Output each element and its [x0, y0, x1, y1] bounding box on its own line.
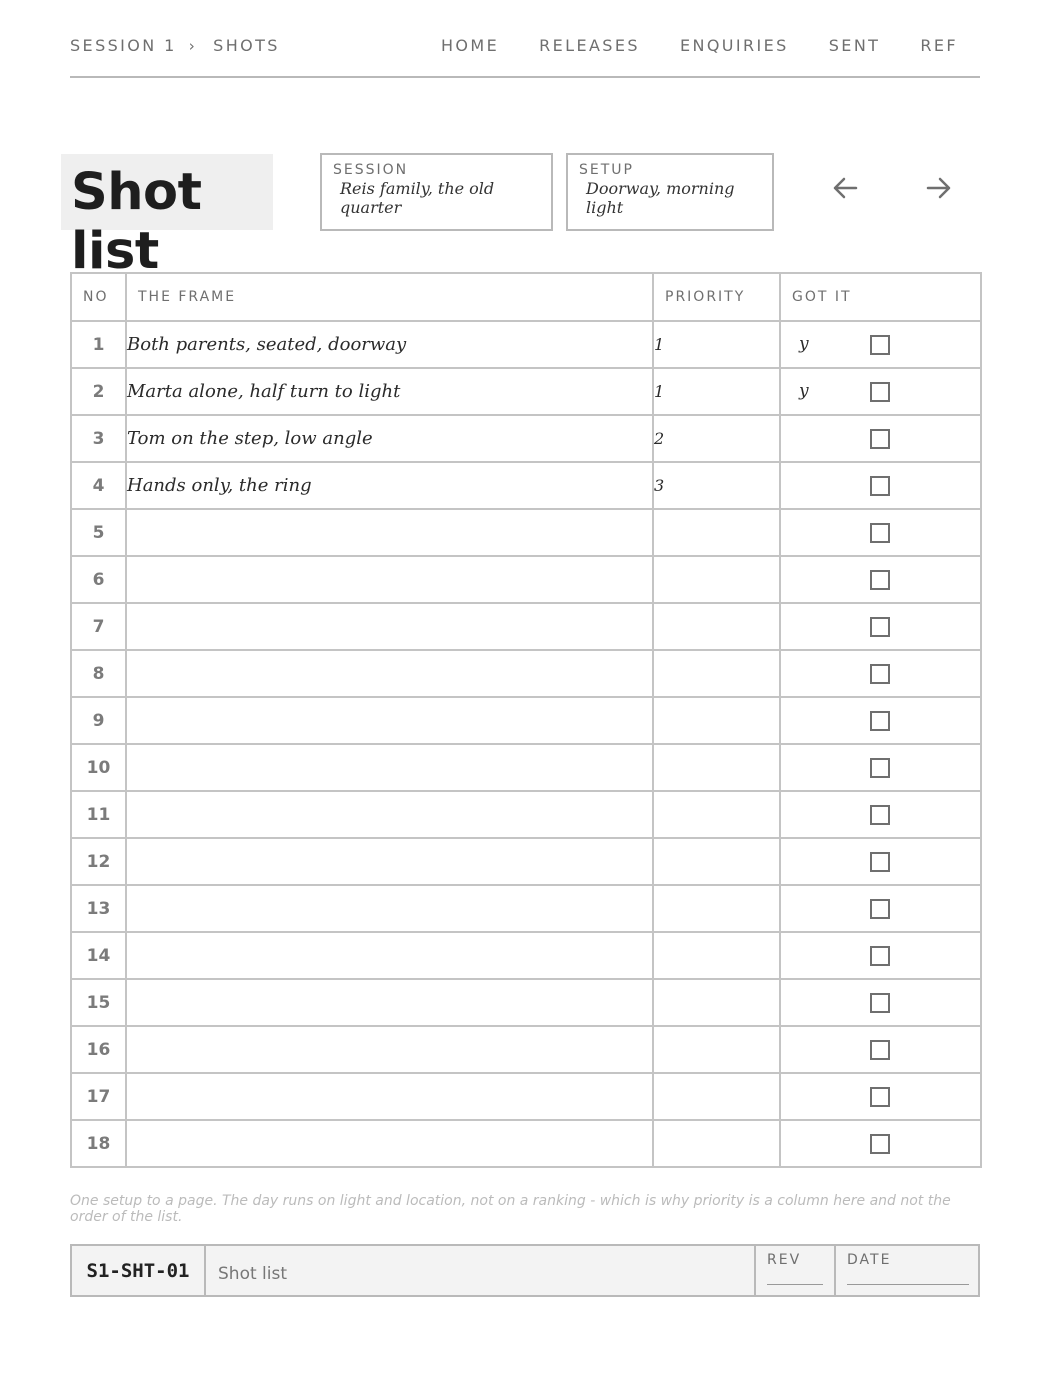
- frame-cell[interactable]: [126, 697, 653, 744]
- got-it-checkbox[interactable]: [870, 1134, 890, 1154]
- priority-cell[interactable]: 1: [653, 368, 780, 415]
- got-it-cell: [780, 697, 981, 744]
- table-row: [71, 603, 981, 650]
- nav-releases-link[interactable]: RELEASES: [539, 36, 640, 55]
- got-it-cell: [780, 509, 981, 556]
- table-row: [71, 415, 981, 462]
- shot-rows: [71, 321, 981, 1167]
- nav-sent-link[interactable]: SENT: [828, 36, 881, 55]
- priority-cell[interactable]: 2: [653, 415, 780, 462]
- prev-page-button[interactable]: [827, 170, 863, 206]
- got-it-checkbox[interactable]: [870, 852, 890, 872]
- table-row: [71, 368, 981, 415]
- got-it-cell: [780, 1073, 981, 1120]
- frame-cell[interactable]: [126, 979, 653, 1026]
- document-footer: [70, 1244, 980, 1297]
- got-it-mark: y: [799, 381, 809, 401]
- rev-label: REV: [767, 1252, 802, 1268]
- got-it-cell: [780, 321, 981, 368]
- got-it-checkbox[interactable]: [870, 946, 890, 966]
- row-number: 16: [71, 1026, 126, 1073]
- priority-cell[interactable]: [653, 556, 780, 603]
- got-it-cell: [780, 838, 981, 885]
- priority-cell[interactable]: 3: [653, 462, 780, 509]
- setup-value: Doorway, morning light: [586, 179, 735, 217]
- priority-cell[interactable]: [653, 885, 780, 932]
- frame-cell[interactable]: [126, 556, 653, 603]
- breadcrumb-separator-icon: ›: [188, 36, 198, 55]
- page-note: One setup to a page. The day runs on light and location, not on a ranking - which is why priority is a column here and not the order of the list.: [70, 1193, 951, 1225]
- table-row: [71, 885, 981, 932]
- priority-cell[interactable]: [653, 650, 780, 697]
- table-row: [71, 791, 981, 838]
- date-underline: [847, 1284, 969, 1285]
- frame-cell[interactable]: Hands only, the ring: [126, 462, 653, 509]
- frame-cell[interactable]: [126, 1026, 653, 1073]
- table-row: [71, 1026, 981, 1073]
- rev-field[interactable]: [754, 1246, 834, 1295]
- got-it-cell: [780, 650, 981, 697]
- priority-cell[interactable]: [653, 838, 780, 885]
- frame-cell[interactable]: [126, 1120, 653, 1167]
- frame-cell[interactable]: [126, 1073, 653, 1120]
- priority-cell[interactable]: [653, 744, 780, 791]
- row-number: 3: [71, 415, 126, 462]
- arrow-right-icon: [926, 177, 952, 199]
- main-nav: [401, 36, 958, 55]
- got-it-checkbox[interactable]: [870, 476, 890, 496]
- arrow-left-icon: [832, 177, 858, 199]
- table-row: [71, 1073, 981, 1120]
- table-row: [71, 462, 981, 509]
- table-row: [71, 979, 981, 1026]
- row-number: 1: [71, 321, 126, 368]
- table-row: [71, 556, 981, 603]
- breadcrumb: [70, 36, 280, 55]
- got-it-cell: [780, 744, 981, 791]
- header-no: NO: [71, 273, 126, 321]
- got-it-cell: [780, 415, 981, 462]
- shot-list-table: [70, 272, 982, 1168]
- nav-home-link[interactable]: HOME: [440, 36, 500, 55]
- frame-cell[interactable]: [126, 838, 653, 885]
- header-priority: PRIORITY: [653, 273, 780, 321]
- got-it-checkbox[interactable]: [870, 1087, 890, 1107]
- row-number: 8: [71, 650, 126, 697]
- setup-field[interactable]: [566, 153, 774, 231]
- row-number: 2: [71, 368, 126, 415]
- table-row: [71, 509, 981, 556]
- frame-cell[interactable]: Marta alone, half turn to light: [126, 368, 653, 415]
- got-it-checkbox[interactable]: [870, 805, 890, 825]
- got-it-cell: [780, 932, 981, 979]
- row-number: 11: [71, 791, 126, 838]
- document-code: S1-SHT-01: [72, 1246, 206, 1295]
- got-it-checkbox[interactable]: [870, 664, 890, 684]
- got-it-cell: [780, 979, 981, 1026]
- frame-cell[interactable]: [126, 650, 653, 697]
- priority-cell[interactable]: [653, 1120, 780, 1167]
- nav-ref-link[interactable]: REF: [920, 36, 958, 55]
- got-it-checkbox[interactable]: [870, 570, 890, 590]
- row-number: 13: [71, 885, 126, 932]
- session-value: Reis family, the old quarter: [340, 179, 495, 217]
- got-it-cell: [780, 885, 981, 932]
- date-label: DATE: [847, 1252, 892, 1268]
- frame-cell[interactable]: [126, 603, 653, 650]
- table-row: [71, 838, 981, 885]
- got-it-cell: [780, 1120, 981, 1167]
- row-number: 6: [71, 556, 126, 603]
- row-number: 7: [71, 603, 126, 650]
- priority-cell[interactable]: [653, 697, 780, 744]
- got-it-checkbox[interactable]: [870, 523, 890, 543]
- header-got-it: GOT IT: [780, 273, 981, 321]
- breadcrumb-current: SHOTS: [213, 36, 280, 55]
- page-title-block: [61, 154, 273, 281]
- priority-cell[interactable]: [653, 791, 780, 838]
- got-it-checkbox[interactable]: [870, 711, 890, 731]
- top-navigation: [70, 0, 980, 78]
- priority-cell[interactable]: [653, 509, 780, 556]
- next-page-button[interactable]: [921, 170, 957, 206]
- priority-cell[interactable]: [653, 1073, 780, 1120]
- page-title: Shot list: [71, 163, 202, 281]
- table-row: [71, 932, 981, 979]
- row-number: 17: [71, 1073, 126, 1120]
- got-it-cell: [780, 791, 981, 838]
- got-it-cell: [780, 1026, 981, 1073]
- got-it-mark: y: [799, 334, 809, 354]
- table-header-row: [71, 273, 981, 321]
- frame-cell[interactable]: [126, 885, 653, 932]
- row-number: 15: [71, 979, 126, 1026]
- row-number: 5: [71, 509, 126, 556]
- header-frame: THE FRAME: [126, 273, 653, 321]
- table-row: [71, 697, 981, 744]
- got-it-cell: [780, 368, 981, 415]
- got-it-cell: [780, 603, 981, 650]
- got-it-checkbox[interactable]: [870, 382, 890, 402]
- nav-enquiries-link[interactable]: ENQUIRIES: [679, 36, 789, 55]
- setup-label: SETUP: [579, 162, 634, 178]
- breadcrumb-session-link[interactable]: SESSION 1: [70, 36, 177, 55]
- row-number: 9: [71, 697, 126, 744]
- frame-cell[interactable]: [126, 932, 653, 979]
- session-label: SESSION: [333, 162, 409, 178]
- table-row: [71, 321, 981, 368]
- table-row: [71, 1120, 981, 1167]
- priority-cell[interactable]: [653, 979, 780, 1026]
- rev-underline: [767, 1284, 823, 1285]
- got-it-checkbox[interactable]: [870, 758, 890, 778]
- frame-cell[interactable]: [126, 744, 653, 791]
- frame-cell[interactable]: [126, 791, 653, 838]
- row-number: 4: [71, 462, 126, 509]
- got-it-checkbox[interactable]: [870, 335, 890, 355]
- table-row: [71, 744, 981, 791]
- priority-cell[interactable]: 1: [653, 321, 780, 368]
- priority-cell[interactable]: [653, 603, 780, 650]
- row-number: 10: [71, 744, 126, 791]
- got-it-checkbox[interactable]: [870, 993, 890, 1013]
- priority-cell[interactable]: [653, 1026, 780, 1073]
- got-it-checkbox[interactable]: [870, 429, 890, 449]
- table-row: [71, 650, 981, 697]
- got-it-checkbox[interactable]: [870, 617, 890, 637]
- got-it-cell: [780, 556, 981, 603]
- frame-cell[interactable]: Tom on the step, low angle: [126, 415, 653, 462]
- got-it-checkbox[interactable]: [870, 1040, 890, 1060]
- session-field[interactable]: [320, 153, 553, 231]
- row-number: 18: [71, 1120, 126, 1167]
- got-it-checkbox[interactable]: [870, 899, 890, 919]
- date-field[interactable]: [834, 1246, 978, 1295]
- priority-cell[interactable]: [653, 932, 780, 979]
- row-number: 14: [71, 932, 126, 979]
- row-number: 12: [71, 838, 126, 885]
- frame-cell[interactable]: Both parents, seated, doorway: [126, 321, 653, 368]
- got-it-cell: [780, 462, 981, 509]
- footer-title: Shot list: [218, 1264, 288, 1284]
- frame-cell[interactable]: [126, 509, 653, 556]
